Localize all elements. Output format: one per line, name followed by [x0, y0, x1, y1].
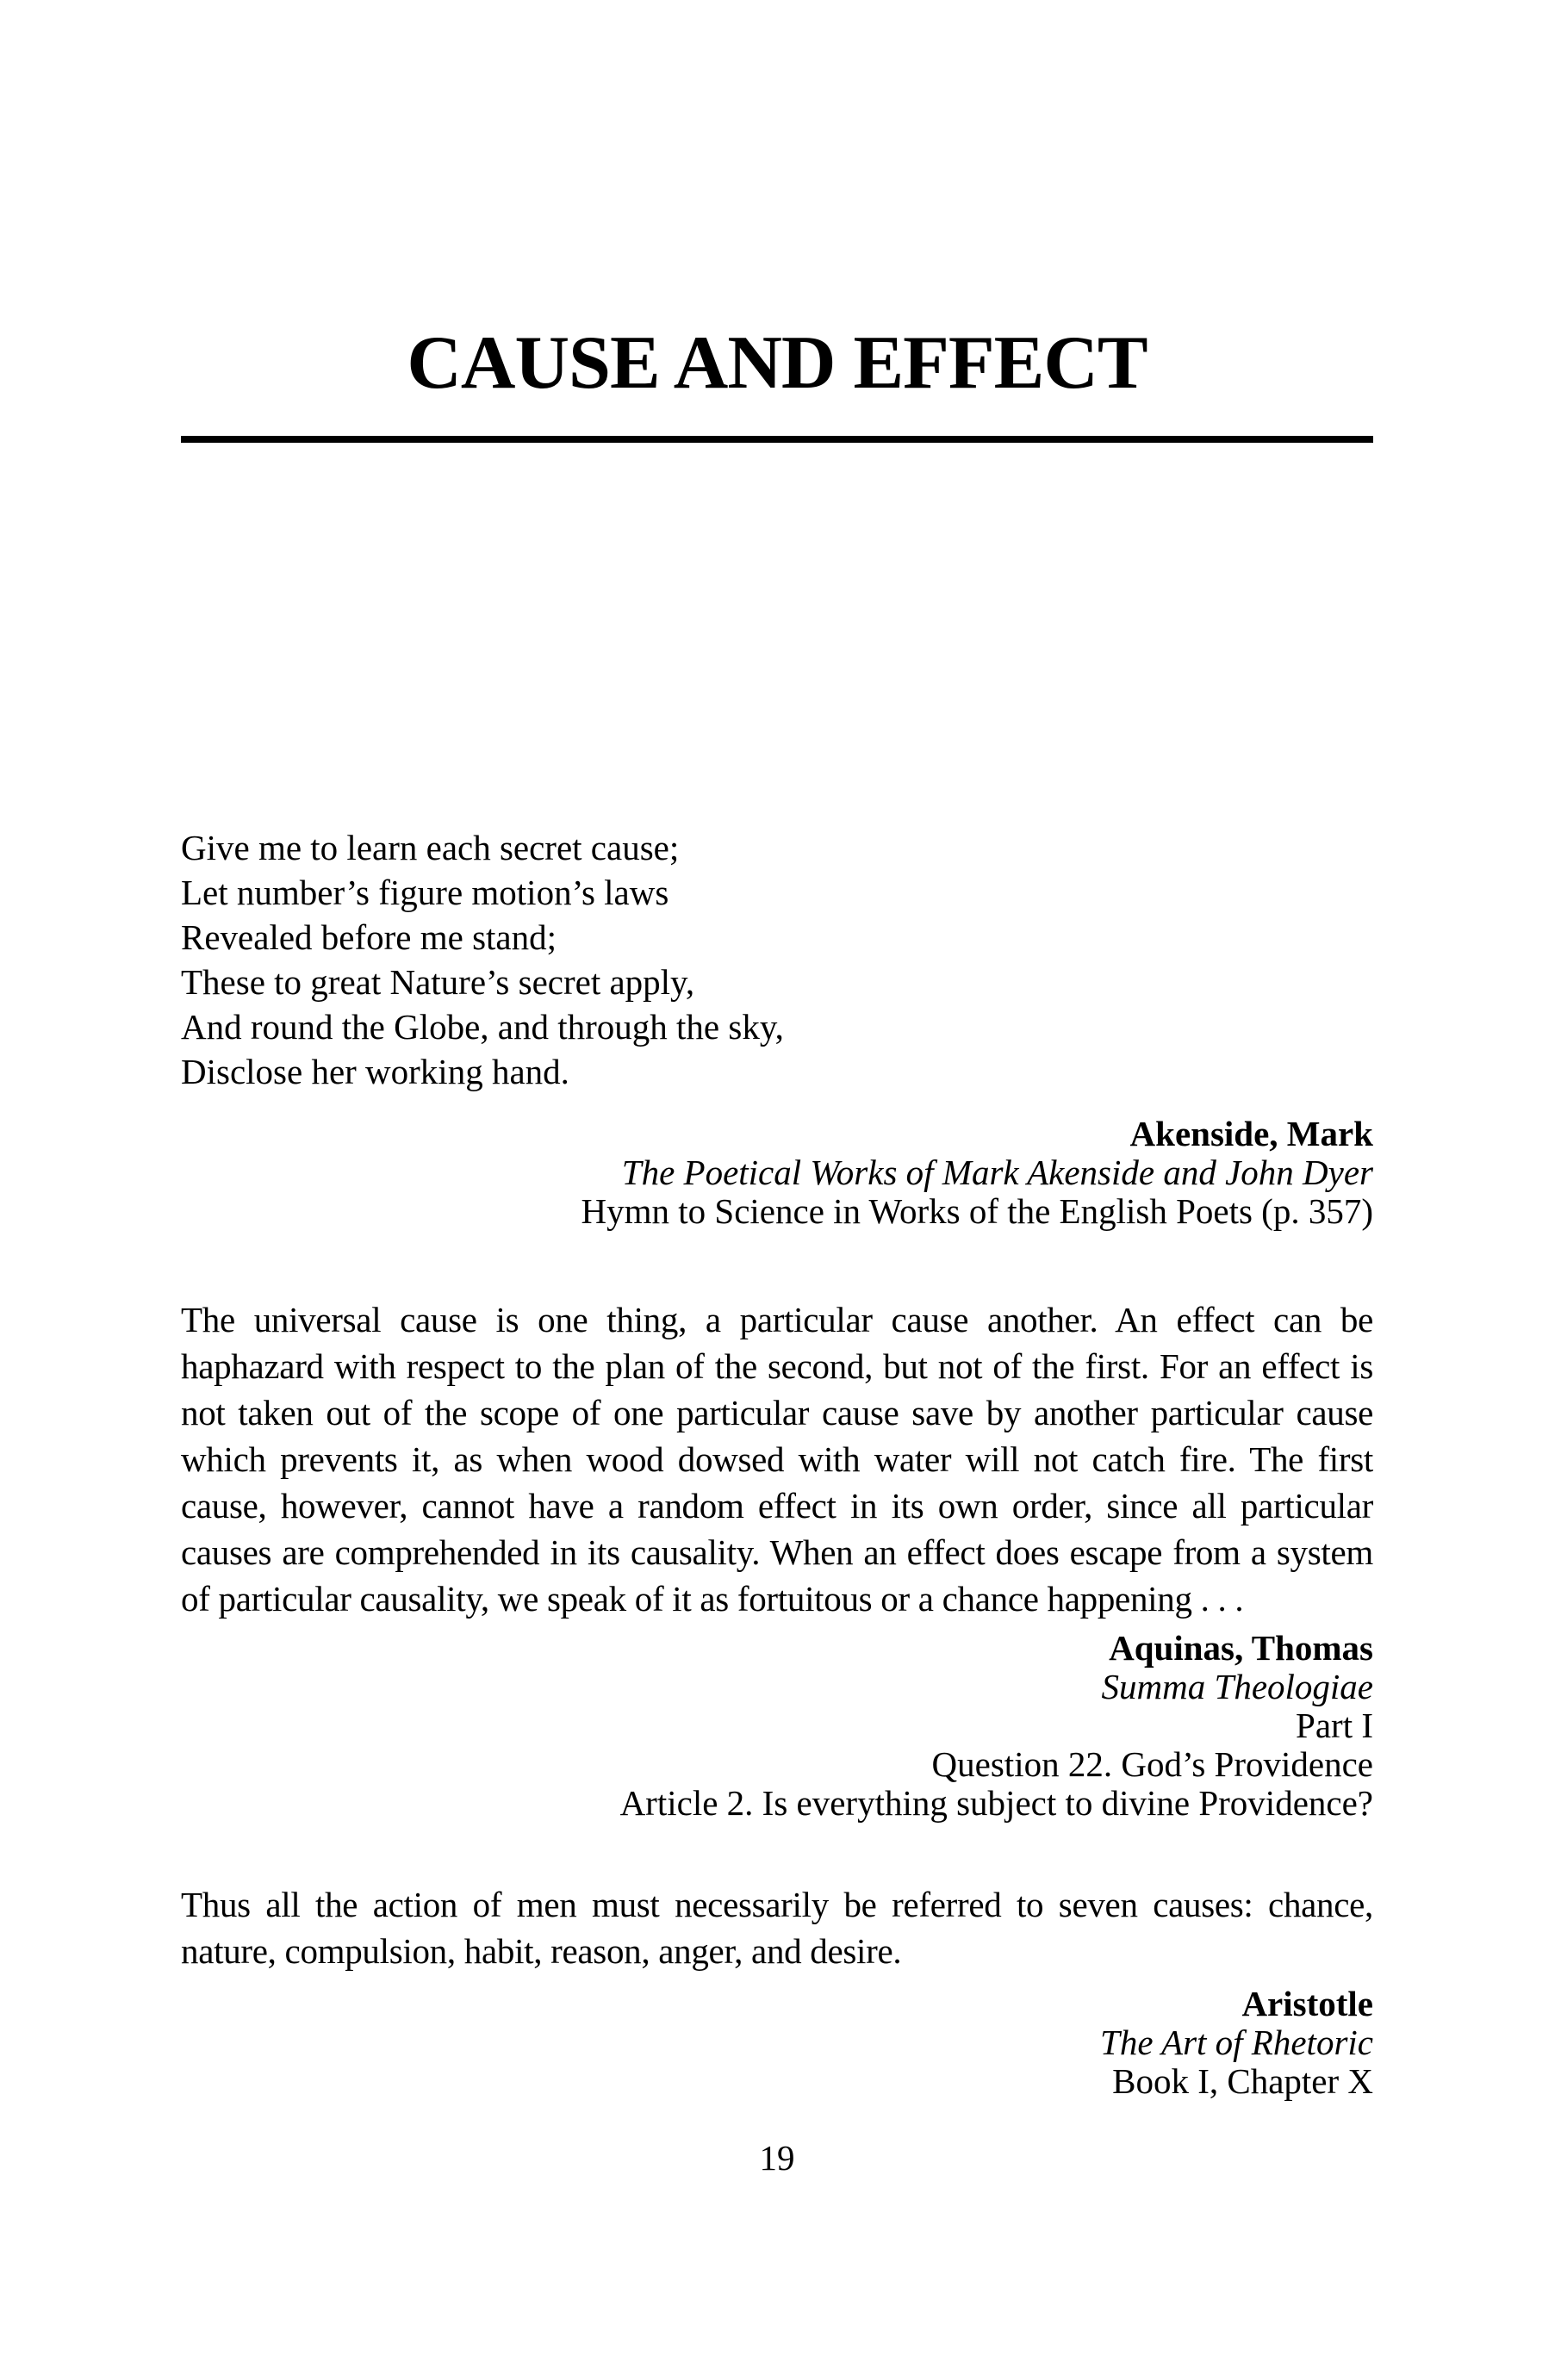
attribution-author: Aquinas, Thomas: [1109, 1628, 1373, 1668]
poem-line: Let number’s figure motion’s laws: [181, 873, 669, 912]
attribution-aristotle: [181, 1985, 1373, 2101]
quote-akenside: [181, 825, 1373, 1231]
poem-line: Give me to learn each secret cause;: [181, 828, 680, 867]
quote-aristotle: [181, 1881, 1373, 2101]
poem-line: Disclose her working hand.: [181, 1052, 569, 1091]
attribution-author: Aristotle: [1241, 1984, 1373, 2023]
prose-text: Thus all the action of men must necessarily be referred to seven causes: chance, nature, compulsion, habit, reason, anger, and desire.: [181, 1885, 1373, 1971]
attribution-detail: Question 22. God’s Providence: [931, 1744, 1373, 1784]
page-title: CAUSE AND EFFECT: [407, 321, 1147, 405]
poem-line: These to great Nature’s secret apply,: [181, 962, 695, 1002]
attribution-work-title: The Poetical Works of Mark Akenside and John Dyer: [621, 1153, 1373, 1192]
attribution-akenside: [181, 1115, 1373, 1231]
attribution-detail: Book I, Chapter X: [1112, 2061, 1373, 2101]
quote-aquinas: [181, 1296, 1373, 1823]
poem-line: Revealed before me stand;: [181, 917, 557, 957]
attribution-aquinas: [181, 1629, 1373, 1823]
attribution-detail: Hymn to Science in Works of the English Poets (p. 357): [581, 1191, 1373, 1231]
prose-text: The universal cause is one thing, a particular cause another. An effect can be haphazard with respect to the plan of the second, but not of the first. For an effect is not taken out of the scope of one particular cause save by another particular cause which prevents it, as when wood dowsed with water will not catch fire. The first cause, however, cannot have a random effect in its own order, since all particular causes are comprehended in its causality. When an effect does escape from a system of particular causality, we speak of it as fortuitous or a chance happening . . .: [181, 1300, 1373, 1619]
poem-line: And round the Globe, and through the sky,: [181, 1007, 784, 1047]
attribution-detail: Part I: [1296, 1706, 1373, 1745]
poem-block: [181, 825, 1373, 1094]
attribution-work-title: Summa Theologiae: [1101, 1667, 1373, 1706]
title-rule: [181, 436, 1373, 443]
attribution-work-title: The Art of Rhetoric: [1100, 2023, 1373, 2062]
attribution-author: Akenside, Mark: [1129, 1114, 1373, 1153]
page-number: 19: [759, 2138, 795, 2178]
attribution-detail: Article 2. Is everything subject to divine Providence?: [619, 1783, 1373, 1823]
